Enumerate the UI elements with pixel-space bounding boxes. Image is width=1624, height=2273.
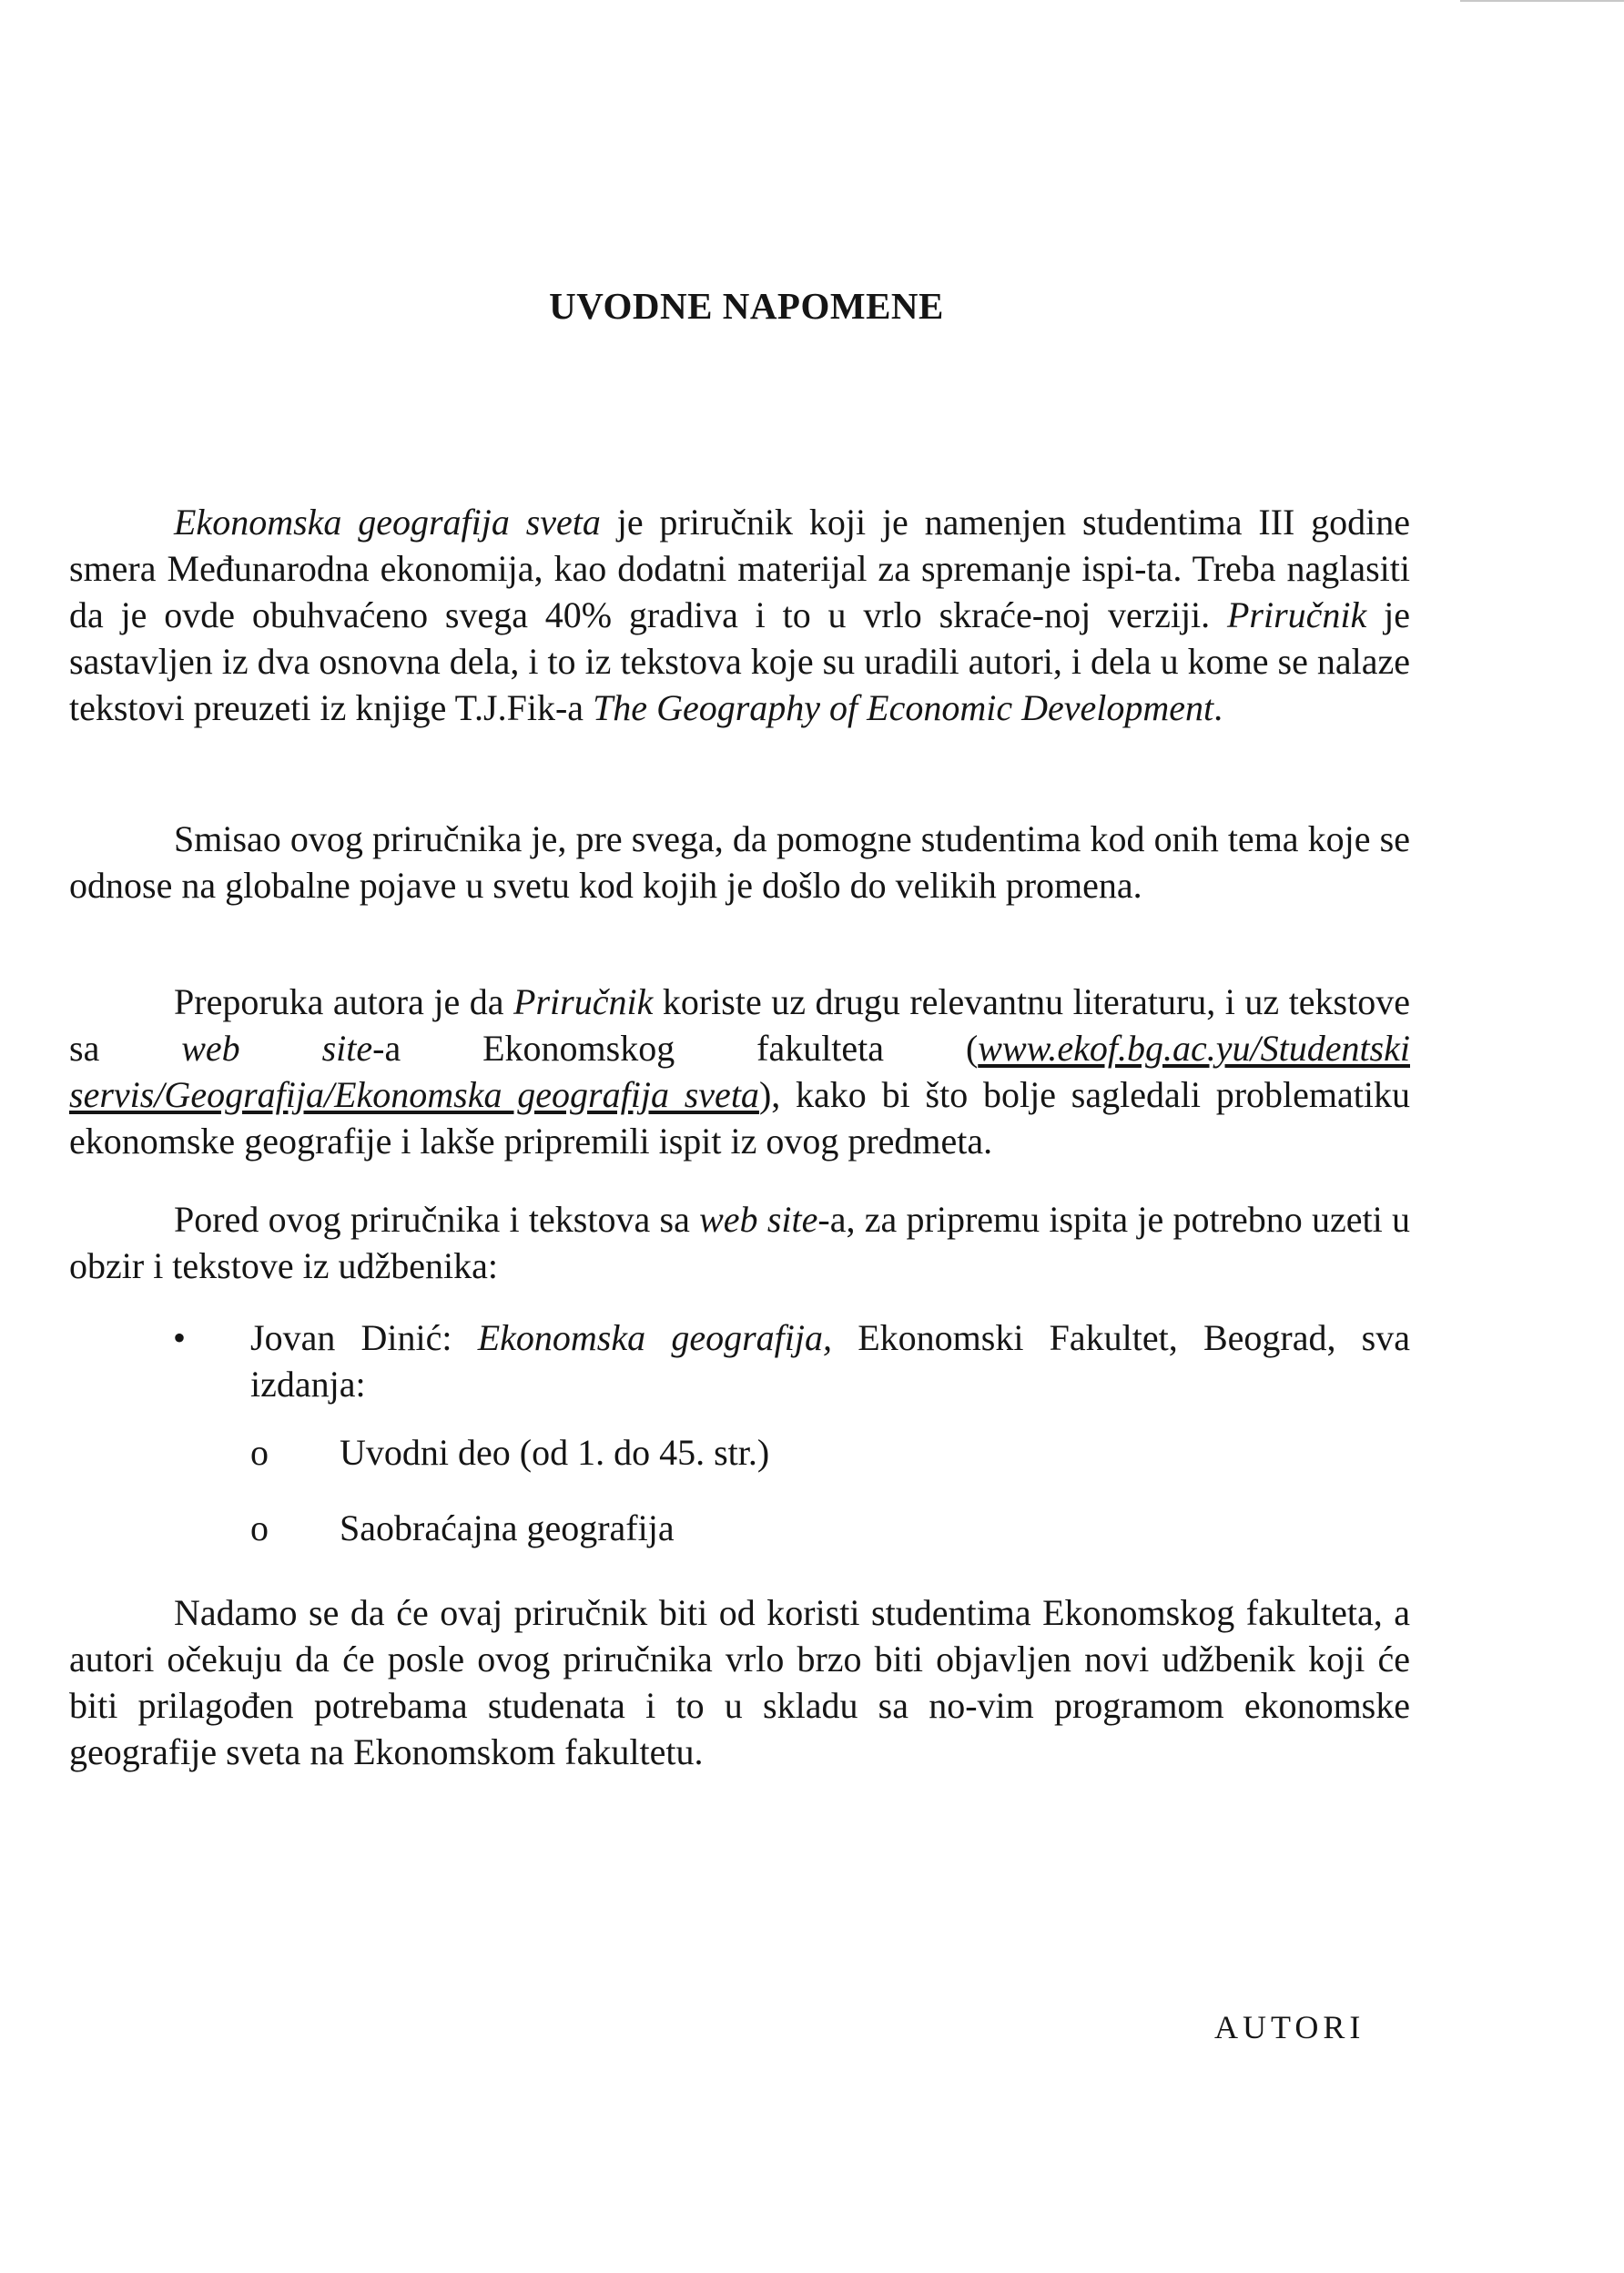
sub-item-text: Saobraćajna geografija [340, 1507, 675, 1548]
prirucnik-term: Priručnik [513, 981, 654, 1022]
source-book-title: The Geography of Economic Development [593, 687, 1214, 728]
prirucnik-term: Priručnik [1227, 594, 1367, 635]
paragraph-textbooks: Pored ovog priručnika i tekstova sa web site-a, za pripremu ispita je potrebno uzeti u obzir i tekstove iz udžbenika: [69, 1199, 1411, 1286]
book-title: Ekonomska geografija sveta [174, 502, 601, 543]
paragraph-intro: Ekonomska geografija sveta je priručnik koji je namenjen studentima III godine smera Međunarodna ekonomija, kao dodatni materijal za spremanje ispi-ta. Treba naglasiti da je ovde obuhvaćeno svega 40% gradiva i to u vrlo skraće-noj verziji. Priručnik je sastavljen iz dva osnovna dela, i to iz tekstova koje su uradili autori, i dela u kome se nalaze tekstovi preuzeti iz knjige T.J.Fik-a The Geography of Economic Development. [69, 502, 1410, 728]
signature: AUTORI [1214, 2009, 1365, 2045]
sub-item-marker: o [250, 1507, 269, 1548]
scan-edge-line [1460, 0, 1624, 2]
sub-item [250, 1429, 769, 1476]
bullet-item-textbook: Jovan Dinić: Ekonomska geografija, Ekonomski Fakultet, Beograd, sva izdanja: [250, 1317, 1410, 1405]
faculty-website-link[interactable]: www.ekof.bg.ac.yu/Studentski servis/Geografija/Ekonomska geografija sveta [69, 1028, 1410, 1115]
sub-item-text: Uvodni deo (od 1. do 45. str.) [340, 1432, 770, 1473]
web-site-term: web site [699, 1199, 818, 1240]
web-site-term: web site [181, 1028, 373, 1069]
sub-item-marker: o [250, 1432, 269, 1473]
sub-item [250, 1505, 675, 1551]
textbook-title: Ekonomska geografija, [477, 1317, 832, 1358]
paragraph-purpose: Smisao ovog priručnika je, pre svega, da pomogne studentima kod onih tema koje se odnose na globalne pojave u svetu kod kojih je došlo do velikih promena. [69, 818, 1410, 906]
paragraph-closing: Nadamo se da će ovaj priručnik biti od koristi studentima Ekonomskog fakulteta, a autori očekuju da će posle ovog priručnika vrlo brzo biti objavljen novi udžbenik koji će biti prilagođen potrebama studenata i to u skladu sa no-vim programom ekonomske geografije sveta na Ekonomskom fakultetu. [69, 1592, 1410, 1772]
bullet-marker: • [173, 1317, 187, 1358]
paragraph-recommendation: Preporuka autora je da Priručnik koriste uz drugu relevantnu literaturu, i uz tekstove sa web site-a Ekonomskog fakulteta (www.ekof.bg.ac.yu/Studentski servis/Geografija/Ekonomska geografija sveta), kako bi što bolje sagledali problematiku ekonomske geografije i lakše pripremili ispit iz ovog predmeta. [69, 981, 1411, 1162]
page-title: UVODNE NAPOMENE [549, 285, 944, 327]
